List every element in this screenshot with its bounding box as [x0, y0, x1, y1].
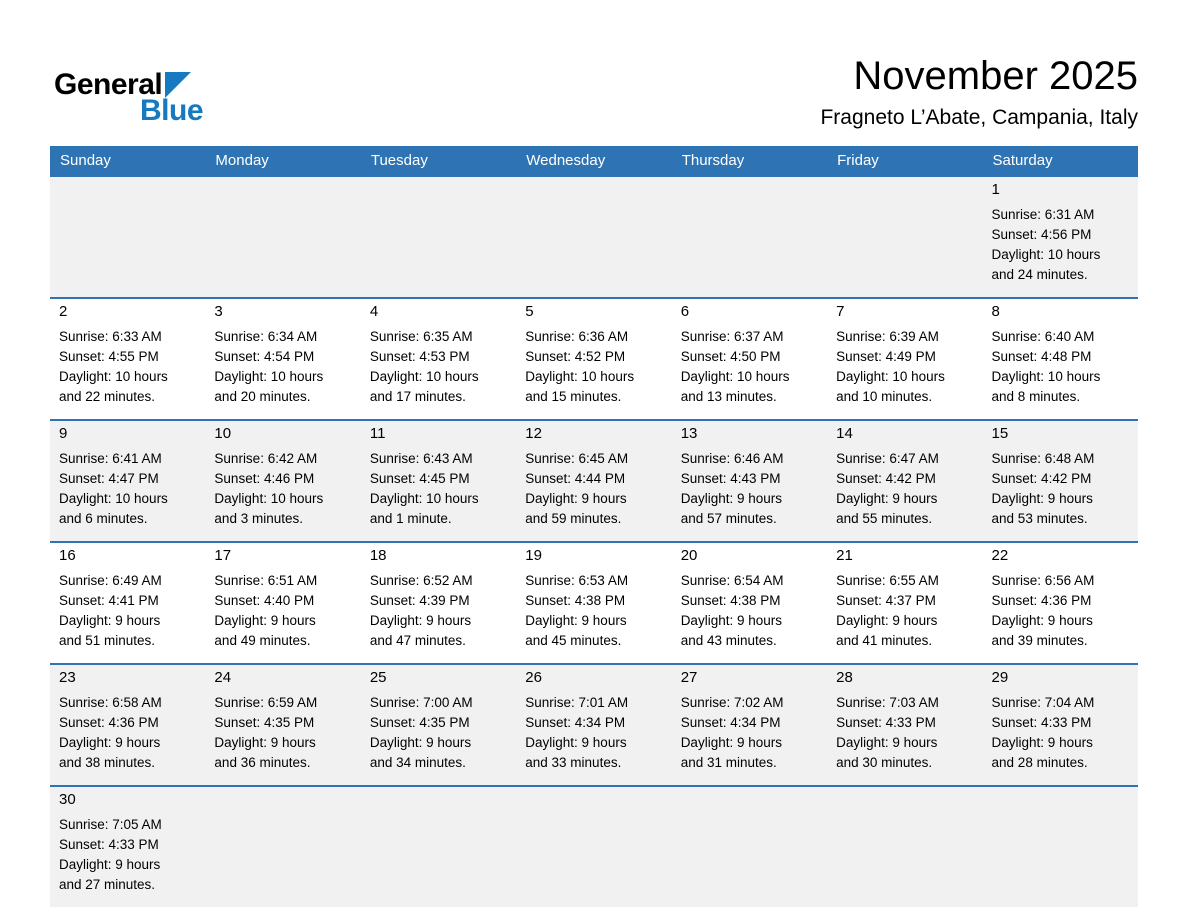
- day-cell: [672, 420, 827, 542]
- empty-day-cell: [361, 786, 516, 907]
- daylight-text-line2: and 49 minutes.: [214, 633, 311, 648]
- sunrise-text: Sunrise: 7:01 AM: [525, 695, 629, 710]
- sunrise-text: Sunrise: 7:00 AM: [369, 695, 473, 710]
- week-row: [50, 664, 1138, 786]
- sunrise-text: Sunrise: 6:54 AM: [680, 573, 784, 588]
- daylight-text-line1: Daylight: 9 hours: [214, 613, 316, 628]
- daylight-text-line1: Daylight: 9 hours: [59, 735, 161, 750]
- daylight-text-line2: and 45 minutes.: [525, 633, 622, 648]
- day-cell: [827, 664, 982, 786]
- sunset-text: Sunset: 4:36 PM: [59, 715, 159, 730]
- day-cell: [516, 542, 671, 664]
- daylight-text-line2: and 1 minute.: [369, 511, 452, 526]
- day-number: 4: [369, 303, 379, 320]
- daylight-text-line1: Daylight: 9 hours: [991, 735, 1093, 750]
- sunset-text: Sunset: 4:56 PM: [991, 227, 1092, 242]
- sunset-text: Sunset: 4:37 PM: [836, 593, 936, 608]
- daylight-text-line2: and 57 minutes.: [680, 511, 777, 526]
- empty-day-cell: [516, 786, 671, 907]
- day-cell: [827, 420, 982, 542]
- daylight-text-line2: and 15 minutes.: [525, 389, 622, 404]
- sunset-text: Sunset: 4:45 PM: [369, 471, 470, 486]
- month-title: November 2025: [853, 54, 1138, 98]
- daylight-text-line2: and 6 minutes.: [59, 511, 148, 526]
- day-cell: [205, 664, 360, 786]
- daylight-text-line2: and 43 minutes.: [680, 633, 777, 648]
- day-number: 12: [525, 425, 542, 442]
- daylight-text-line2: and 22 minutes.: [59, 389, 156, 404]
- sunset-text: Sunset: 4:48 PM: [991, 349, 1092, 364]
- daylight-text-line2: and 24 minutes.: [991, 267, 1088, 282]
- daylight-text-line1: Daylight: 9 hours: [369, 735, 472, 750]
- day-cell: [50, 420, 205, 542]
- calendar-table: [50, 146, 1138, 907]
- daylight-text-line1: Daylight: 9 hours: [991, 613, 1093, 628]
- day-number: 29: [991, 669, 1009, 686]
- daylight-text-line1: Daylight: 9 hours: [680, 735, 782, 750]
- daylight-text-line2: and 34 minutes.: [369, 755, 466, 770]
- day-number: 22: [991, 547, 1009, 564]
- daylight-text-line2: and 59 minutes.: [525, 511, 622, 526]
- sunrise-text: Sunrise: 6:52 AM: [369, 573, 473, 588]
- day-cell: [516, 298, 671, 420]
- sunrise-text: Sunrise: 6:33 AM: [59, 329, 162, 344]
- daylight-text-line1: Daylight: 10 hours: [525, 369, 635, 384]
- sunset-text: Sunset: 4:36 PM: [991, 593, 1092, 608]
- sunset-text: Sunset: 4:34 PM: [680, 715, 781, 730]
- daylight-text-line2: and 39 minutes.: [991, 633, 1088, 648]
- sunset-text: Sunset: 4:40 PM: [214, 593, 315, 608]
- title-block: [820, 54, 1138, 130]
- page-header: [50, 0, 1138, 146]
- day-cell: [50, 786, 205, 907]
- daylight-text-line2: and 53 minutes.: [991, 511, 1088, 526]
- empty-day-cell: [983, 786, 1138, 907]
- sunset-text: Sunset: 4:49 PM: [836, 349, 936, 364]
- empty-day-cell: [672, 177, 827, 298]
- weekday-header-wednesday: Wednesday: [516, 146, 671, 177]
- daylight-text-line2: and 30 minutes.: [836, 755, 933, 770]
- location-subtitle: Fragneto L’Abate, Campania, Italy: [820, 106, 1138, 129]
- day-cell: [827, 298, 982, 420]
- daylight-text-line1: Daylight: 10 hours: [214, 369, 324, 384]
- daylight-text-line2: and 28 minutes.: [991, 755, 1088, 770]
- sunrise-text: Sunrise: 6:46 AM: [680, 451, 784, 466]
- day-number: 8: [991, 303, 1000, 320]
- weekday-header-row: [50, 146, 1138, 177]
- sunrise-text: Sunrise: 6:55 AM: [836, 573, 939, 588]
- empty-day-cell: [672, 786, 827, 907]
- daylight-text-line1: Daylight: 9 hours: [836, 613, 938, 628]
- daylight-text-line1: Daylight: 10 hours: [214, 491, 324, 506]
- daylight-text-line1: Daylight: 9 hours: [525, 735, 627, 750]
- daylight-text-line1: Daylight: 10 hours: [991, 369, 1101, 384]
- day-number: 13: [680, 425, 698, 442]
- empty-day-cell: [361, 177, 516, 298]
- sunset-text: Sunset: 4:39 PM: [369, 593, 470, 608]
- sunset-text: Sunset: 4:54 PM: [214, 349, 315, 364]
- sunset-text: Sunset: 4:44 PM: [525, 471, 626, 486]
- daylight-text-line2: and 31 minutes.: [680, 755, 777, 770]
- day-number: 2: [59, 303, 68, 320]
- sunset-text: Sunset: 4:52 PM: [525, 349, 626, 364]
- day-number: 14: [836, 425, 853, 442]
- logo-text-blue: Blue: [140, 94, 204, 127]
- daylight-text-line1: Daylight: 9 hours: [525, 491, 627, 506]
- day-cell: [672, 664, 827, 786]
- day-cell: [516, 664, 671, 786]
- week-row: [50, 177, 1138, 298]
- sunrise-text: Sunrise: 7:04 AM: [991, 695, 1095, 710]
- sunrise-text: Sunrise: 6:56 AM: [991, 573, 1095, 588]
- empty-day-cell: [205, 177, 360, 298]
- day-number: 15: [991, 425, 1009, 442]
- sunset-text: Sunset: 4:33 PM: [836, 715, 936, 730]
- sunrise-text: Sunrise: 6:31 AM: [991, 207, 1095, 222]
- day-number: 25: [369, 669, 387, 686]
- day-number: 10: [214, 425, 232, 442]
- day-cell: [50, 664, 205, 786]
- daylight-text-line1: Daylight: 10 hours: [836, 369, 945, 384]
- daylight-text-line1: Daylight: 9 hours: [369, 613, 472, 628]
- daylight-text-line1: Daylight: 10 hours: [369, 369, 479, 384]
- week-row: [50, 786, 1138, 907]
- weekday-header-tuesday: Tuesday: [361, 146, 516, 177]
- day-number: 23: [59, 669, 76, 686]
- calendar-body: [50, 177, 1138, 907]
- sunset-text: Sunset: 4:43 PM: [680, 471, 781, 486]
- daylight-text-line2: and 47 minutes.: [369, 633, 466, 648]
- daylight-text-line2: and 55 minutes.: [836, 511, 933, 526]
- daylight-text-line2: and 41 minutes.: [836, 633, 933, 648]
- sunrise-text: Sunrise: 6:58 AM: [59, 695, 162, 710]
- day-cell: [50, 542, 205, 664]
- day-cell: [516, 420, 671, 542]
- day-cell: [205, 298, 360, 420]
- day-number: 30: [59, 791, 76, 808]
- day-number: 28: [836, 669, 853, 686]
- sunset-text: Sunset: 4:33 PM: [991, 715, 1092, 730]
- sunset-text: Sunset: 4:42 PM: [836, 471, 936, 486]
- day-number: 9: [59, 425, 68, 442]
- daylight-text-line1: Daylight: 10 hours: [59, 369, 168, 384]
- sunset-text: Sunset: 4:42 PM: [991, 471, 1092, 486]
- day-cell: [827, 542, 982, 664]
- sunset-text: Sunset: 4:55 PM: [59, 349, 159, 364]
- day-number: 18: [369, 547, 387, 564]
- calendar-head: [50, 146, 1138, 177]
- daylight-text-line2: and 17 minutes.: [369, 389, 466, 404]
- daylight-text-line2: and 20 minutes.: [214, 389, 311, 404]
- day-number: 26: [525, 669, 542, 686]
- logo-text-general: General: [54, 68, 163, 101]
- daylight-text-line1: Daylight: 9 hours: [836, 491, 938, 506]
- day-number: 20: [680, 547, 698, 564]
- daylight-text-line1: Daylight: 9 hours: [525, 613, 627, 628]
- sunset-text: Sunset: 4:46 PM: [214, 471, 315, 486]
- daylight-text-line1: Daylight: 10 hours: [991, 247, 1101, 262]
- daylight-text-line1: Daylight: 9 hours: [680, 491, 782, 506]
- day-cell: [983, 542, 1138, 664]
- day-cell: [983, 177, 1138, 298]
- weekday-header-thursday: Thursday: [672, 146, 827, 177]
- day-number: 1: [991, 181, 1000, 198]
- sunset-text: Sunset: 4:34 PM: [525, 715, 626, 730]
- day-cell: [361, 298, 516, 420]
- general-blue-logo: [54, 70, 203, 126]
- day-number: 19: [525, 547, 542, 564]
- empty-day-cell: [205, 786, 360, 907]
- sunrise-text: Sunrise: 6:34 AM: [214, 329, 318, 344]
- day-cell: [672, 542, 827, 664]
- daylight-text-line2: and 3 minutes.: [214, 511, 303, 526]
- daylight-text-line1: Daylight: 10 hours: [680, 369, 790, 384]
- daylight-text-line2: and 51 minutes.: [59, 633, 156, 648]
- day-cell: [361, 664, 516, 786]
- empty-day-cell: [516, 177, 671, 298]
- sunrise-text: Sunrise: 7:02 AM: [680, 695, 784, 710]
- day-number: 17: [214, 547, 232, 564]
- sunset-text: Sunset: 4:38 PM: [525, 593, 626, 608]
- sunrise-text: Sunrise: 6:45 AM: [525, 451, 629, 466]
- daylight-text-line2: and 38 minutes.: [59, 755, 156, 770]
- sunrise-text: Sunrise: 6:43 AM: [369, 451, 473, 466]
- sunrise-text: Sunrise: 6:37 AM: [680, 329, 784, 344]
- weekday-header-friday: Friday: [827, 146, 982, 177]
- daylight-text-line1: Daylight: 9 hours: [59, 857, 161, 872]
- sunset-text: Sunset: 4:53 PM: [369, 349, 470, 364]
- sunset-text: Sunset: 4:47 PM: [59, 471, 159, 486]
- week-row: [50, 298, 1138, 420]
- sunset-text: Sunset: 4:50 PM: [680, 349, 781, 364]
- daylight-text-line2: and 33 minutes.: [525, 755, 622, 770]
- daylight-text-line2: and 10 minutes.: [836, 389, 933, 404]
- daylight-text-line1: Daylight: 9 hours: [836, 735, 938, 750]
- day-number: 5: [525, 303, 534, 320]
- daylight-text-line1: Daylight: 9 hours: [680, 613, 782, 628]
- sunrise-text: Sunrise: 6:35 AM: [369, 329, 473, 344]
- week-row: [50, 420, 1138, 542]
- day-cell: [205, 542, 360, 664]
- daylight-text-line2: and 8 minutes.: [991, 389, 1081, 404]
- sunrise-text: Sunrise: 6:42 AM: [214, 451, 318, 466]
- empty-day-cell: [827, 786, 982, 907]
- day-cell: [983, 298, 1138, 420]
- sunrise-text: Sunrise: 7:03 AM: [836, 695, 939, 710]
- sunrise-text: Sunrise: 6:36 AM: [525, 329, 629, 344]
- day-cell: [361, 542, 516, 664]
- sunset-text: Sunset: 4:35 PM: [214, 715, 315, 730]
- day-number: 21: [836, 547, 853, 564]
- daylight-text-line2: and 36 minutes.: [214, 755, 311, 770]
- sunrise-text: Sunrise: 6:48 AM: [991, 451, 1095, 466]
- daylight-text-line2: and 27 minutes.: [59, 877, 156, 892]
- sunrise-text: Sunrise: 6:47 AM: [836, 451, 939, 466]
- sunrise-text: Sunrise: 6:53 AM: [525, 573, 629, 588]
- day-number: 6: [680, 303, 690, 320]
- weekday-header-sunday: Sunday: [50, 146, 205, 177]
- day-cell: [50, 298, 205, 420]
- weekday-header-monday: Monday: [205, 146, 360, 177]
- daylight-text-line2: and 13 minutes.: [680, 389, 777, 404]
- day-number: 11: [369, 425, 386, 442]
- daylight-text-line1: Daylight: 9 hours: [991, 491, 1093, 506]
- sunrise-text: Sunrise: 7:05 AM: [59, 817, 162, 832]
- sunrise-text: Sunrise: 6:51 AM: [214, 573, 318, 588]
- day-number: 3: [214, 303, 223, 320]
- sunset-text: Sunset: 4:41 PM: [59, 593, 159, 608]
- daylight-text-line1: Daylight: 9 hours: [214, 735, 316, 750]
- daylight-text-line1: Daylight: 9 hours: [59, 613, 161, 628]
- sunset-text: Sunset: 4:35 PM: [369, 715, 470, 730]
- day-cell: [983, 420, 1138, 542]
- day-cell: [205, 420, 360, 542]
- sunrise-text: Sunrise: 6:41 AM: [59, 451, 162, 466]
- day-cell: [983, 664, 1138, 786]
- day-cell: [361, 420, 516, 542]
- sunrise-text: Sunrise: 6:59 AM: [214, 695, 318, 710]
- daylight-text-line1: Daylight: 10 hours: [59, 491, 168, 506]
- sunset-text: Sunset: 4:38 PM: [680, 593, 781, 608]
- sunrise-text: Sunrise: 6:40 AM: [991, 329, 1095, 344]
- sunrise-text: Sunrise: 6:49 AM: [59, 573, 162, 588]
- sunset-text: Sunset: 4:33 PM: [59, 837, 159, 852]
- day-number: 27: [680, 669, 698, 686]
- week-row: [50, 542, 1138, 664]
- day-cell: [672, 298, 827, 420]
- day-number: 7: [836, 303, 845, 320]
- empty-day-cell: [827, 177, 982, 298]
- sunrise-text: Sunrise: 6:39 AM: [836, 329, 939, 344]
- day-number: 24: [214, 669, 232, 686]
- weekday-header-saturday: Saturday: [983, 146, 1138, 177]
- day-number: 16: [59, 547, 76, 564]
- daylight-text-line1: Daylight: 10 hours: [369, 491, 479, 506]
- empty-day-cell: [50, 177, 205, 298]
